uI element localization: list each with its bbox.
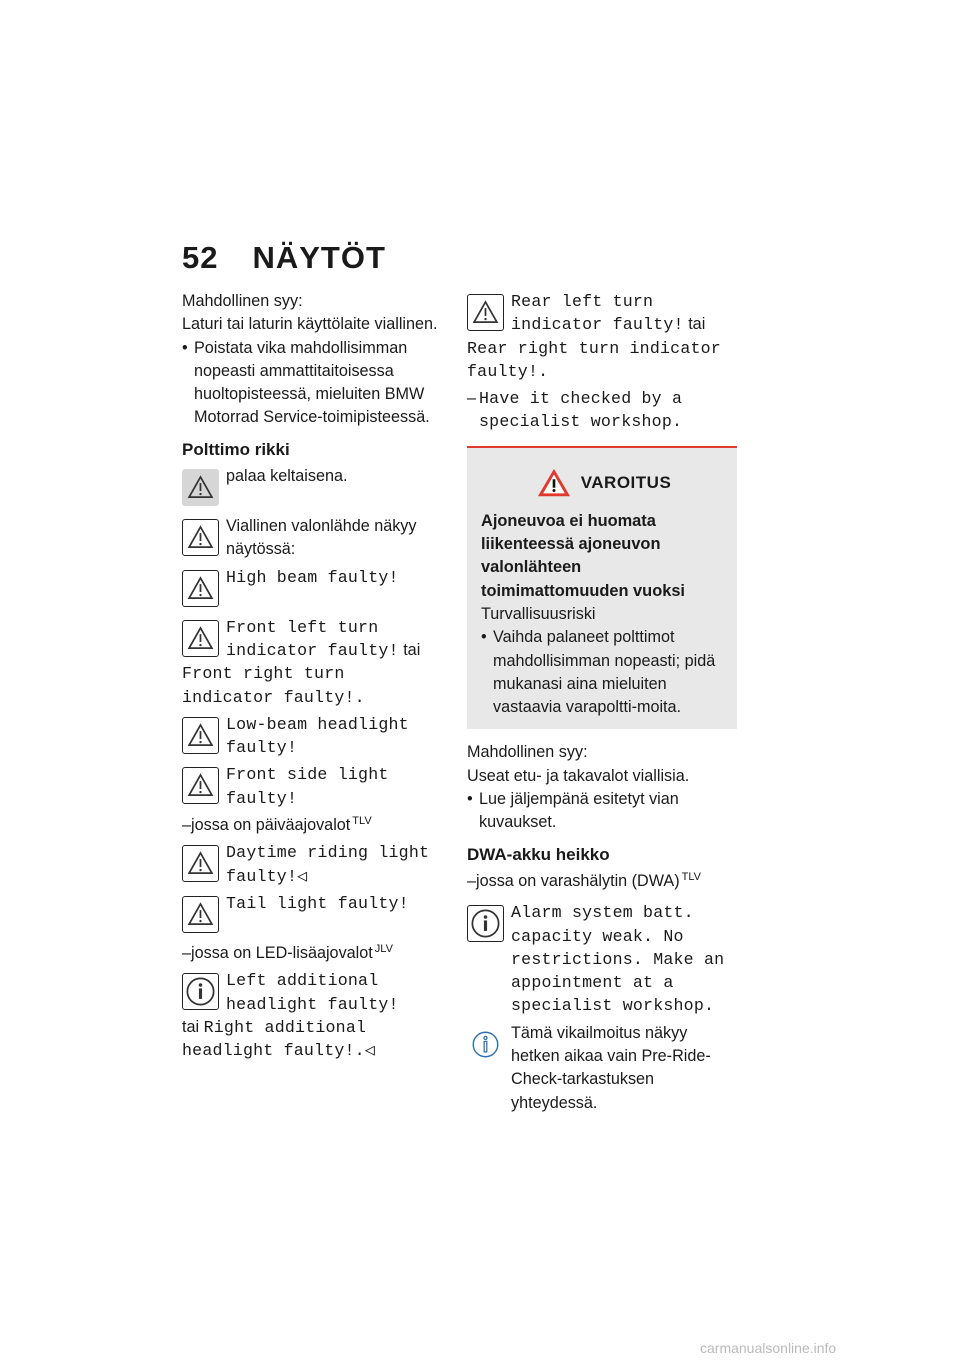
entry-tail: Tail light faulty! bbox=[182, 892, 444, 938]
footer-watermark: carmanualsonline.info bbox=[700, 1340, 837, 1356]
warning-triangle-icon bbox=[182, 845, 219, 882]
warning-bullet: • Vaihda palaneet polttimot mahdollisimman nopeasti; pidä mukanasi aina mieluiten vastaavia varapoltti-moita. bbox=[481, 628, 716, 717]
warning-title: Ajoneuvoa ei huomata liikenteessä ajoneuvon valonlähteen toimimattomuuden vuoksi bbox=[481, 511, 685, 600]
left-column bbox=[182, 290, 444, 1062]
warning-triangle-icon bbox=[467, 294, 504, 331]
entry-drl: Daytime riding light faulty!◁ bbox=[182, 841, 444, 888]
info-icon bbox=[467, 905, 504, 942]
entry-low-beam: Low-beam headlight faulty! bbox=[182, 713, 444, 760]
warning-triangle-icon bbox=[182, 717, 219, 754]
dash-item: – Have it checked by a specialist workshop. bbox=[467, 389, 683, 432]
info-icon bbox=[182, 973, 219, 1010]
warning-triangle-icon bbox=[182, 896, 219, 933]
warning-header bbox=[481, 466, 725, 500]
entry-faulty-source: Viallinen valonlähde näkyy näytössä: bbox=[182, 515, 444, 562]
section-heading-bulb: Polttimo rikki bbox=[182, 439, 290, 459]
warning-triangle-icon bbox=[182, 767, 219, 804]
bullet-item: • Lue jäljempänä esitetyt vian kuvaukset. bbox=[467, 790, 679, 832]
entry-front-left: Front left turn indicator faulty! tai Front right turn indicator faulty!. bbox=[182, 617, 421, 707]
warning-triangle-icon bbox=[535, 466, 573, 500]
info-icon bbox=[467, 1026, 504, 1063]
entry-note: Tämä vikailmoitus näkyy hetken aikaa vain Pre-Ride-Check-tarkastuksen yhteydessä. bbox=[467, 1022, 737, 1115]
page-header bbox=[182, 240, 386, 276]
cause-label: Mahdollinen syy: bbox=[182, 292, 303, 310]
entry-rear: Rear left turn indicator faulty! tai Rear right turn indicator faulty!. bbox=[467, 292, 721, 381]
cause-label: Mahdollinen syy: bbox=[467, 743, 588, 762]
page-number: 52 bbox=[182, 240, 219, 275]
warning-triangle-icon bbox=[182, 570, 219, 607]
led-label: –jossa on LED-lisäajovalot $^{JLV}$ bbox=[182, 942, 393, 962]
warning-box bbox=[467, 446, 737, 730]
bullet-item: • Poistata vika mahdollisimman nopeasti ammattitaitoisessa huoltopisteessä, mieluiten BMW Motorrad Service-toimipisteessä. bbox=[182, 337, 444, 430]
page-title: NÄYTÖT bbox=[252, 240, 386, 275]
warning-triangle-icon bbox=[182, 620, 219, 657]
entry-alarm: Alarm system batt. capacity weak. No restrictions. Make an appointment at a specialist workshop. bbox=[467, 901, 737, 1017]
section-heading-dwa: DWA-akku heikko bbox=[467, 844, 610, 864]
right-column bbox=[467, 290, 737, 1115]
entry-additional: Left additional headlight faulty! tai Right additional headlight faulty!.◁ bbox=[182, 971, 399, 1061]
bullet-text: Poistata vika mahdollisimman nopeasti ammattitaitoisessa huoltopisteessä, mieluiten BMW Motorrad Service-toimipisteessä. bbox=[194, 338, 430, 427]
entry-front-side: Front side light faulty! bbox=[182, 763, 444, 810]
cause-text: Useat etu- ja takavalot viallisia. bbox=[467, 766, 690, 785]
drl-label: –jossa on päiväajovalot $^{TLV}$ bbox=[182, 815, 372, 835]
entry-high-beam: High beam faulty! bbox=[182, 566, 444, 612]
cause-text: Laturi tai laturin käyttölaite viallinen. bbox=[182, 315, 438, 334]
warning-triangle-icon bbox=[182, 519, 219, 556]
warning-triangle-icon bbox=[182, 469, 219, 506]
dwa-label: –jossa on varashälytin (DWA) $^{TLV}$ bbox=[467, 870, 701, 890]
warning-risk: Turvallisuusriski bbox=[481, 604, 596, 623]
warning-label: VAROITUS bbox=[580, 473, 672, 493]
entry-yellow: palaa keltaisena. bbox=[182, 465, 444, 511]
